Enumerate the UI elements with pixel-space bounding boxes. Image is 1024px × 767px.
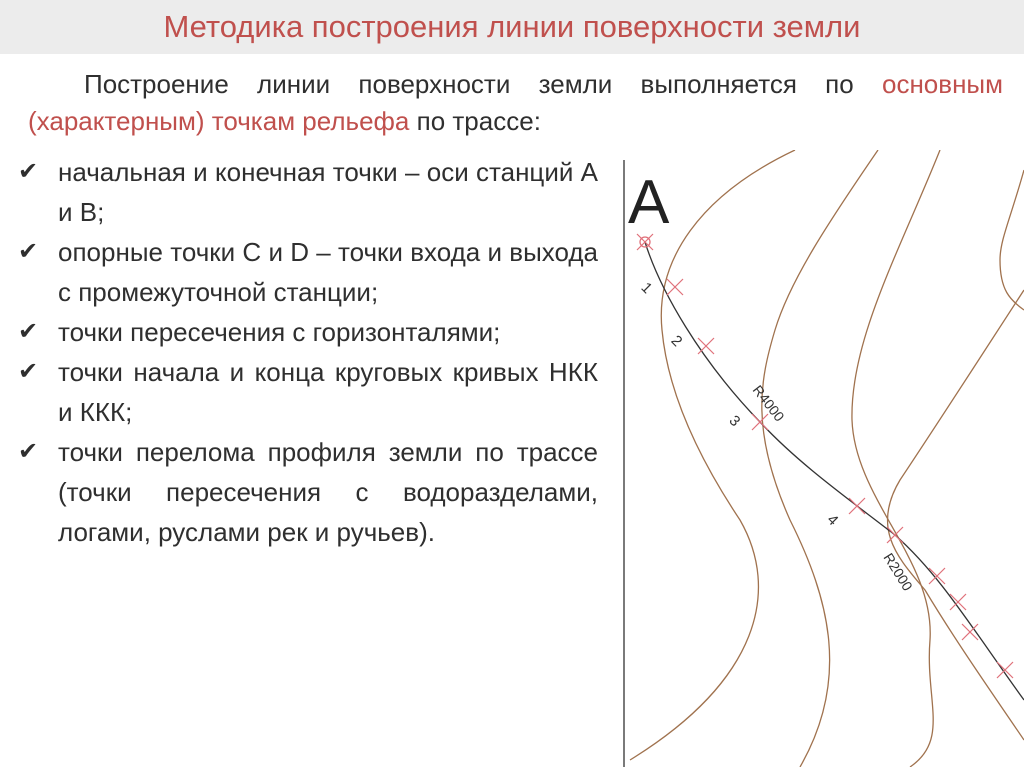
bullet-item <box>18 152 598 232</box>
contour-line <box>887 290 1024 740</box>
slide-title: Методика построения линии поверхности земли <box>163 9 861 44</box>
intro-text-part1: Построение линии поверхности земли выполняется по <box>84 69 854 99</box>
checkmark-icon: ✔ <box>18 358 39 385</box>
checkmark-icon: ✔ <box>18 158 39 185</box>
contour-line <box>852 150 940 767</box>
contour-line <box>762 150 878 767</box>
bullet-text: начальная и конечная точки – оси станций А и В; <box>58 157 598 227</box>
cross-marker <box>929 568 945 584</box>
checkmark-icon: ✔ <box>18 238 39 265</box>
cross-marker <box>997 662 1013 678</box>
bullet-text: точки перелома профиля земли по трассе (точки пересечения с водоразделами, логами, руслами рек и ручьев). <box>58 437 598 547</box>
bullet-item <box>18 432 598 552</box>
intro-highlight: основным (характерным) точкам рельефа <box>28 69 1003 136</box>
checkmark-icon: ✔ <box>18 438 39 465</box>
point-label: 3 <box>725 412 744 431</box>
cross-marker <box>698 338 714 354</box>
route-plan-diagram <box>600 150 1024 767</box>
route-line <box>645 242 1024 700</box>
contour-line <box>1000 170 1024 310</box>
point-label: 1 <box>637 279 656 298</box>
cross-marker <box>667 279 683 295</box>
contour-line <box>630 150 795 760</box>
station-label: A <box>628 168 670 237</box>
cross-marker <box>752 414 768 430</box>
bullet-item <box>18 352 598 432</box>
bullet-text: точки начала и конца круговых кривых НКК и ККК; <box>58 357 598 427</box>
curve-radius-label: R2000 <box>880 550 916 594</box>
bullet-text: точки пересечения с горизонталями; <box>58 317 501 347</box>
curve-radius-label: R4000 <box>749 381 788 425</box>
bullet-item <box>18 312 598 352</box>
point-label: 2 <box>667 332 686 351</box>
bullet-item <box>18 232 598 312</box>
contour-lines <box>630 150 1024 767</box>
intro-text-part2: по трассе: <box>416 106 541 136</box>
intro-paragraph <box>28 66 1003 140</box>
cross-marker <box>849 498 865 514</box>
title-bar <box>0 0 1024 54</box>
route-markers <box>637 234 1013 678</box>
checkmark-icon: ✔ <box>18 318 39 345</box>
bullet-text: опорные точки С и D – точки входа и выхода с промежуточной станции; <box>58 237 598 307</box>
point-label: 4 <box>823 511 842 530</box>
bullet-list <box>18 152 598 552</box>
